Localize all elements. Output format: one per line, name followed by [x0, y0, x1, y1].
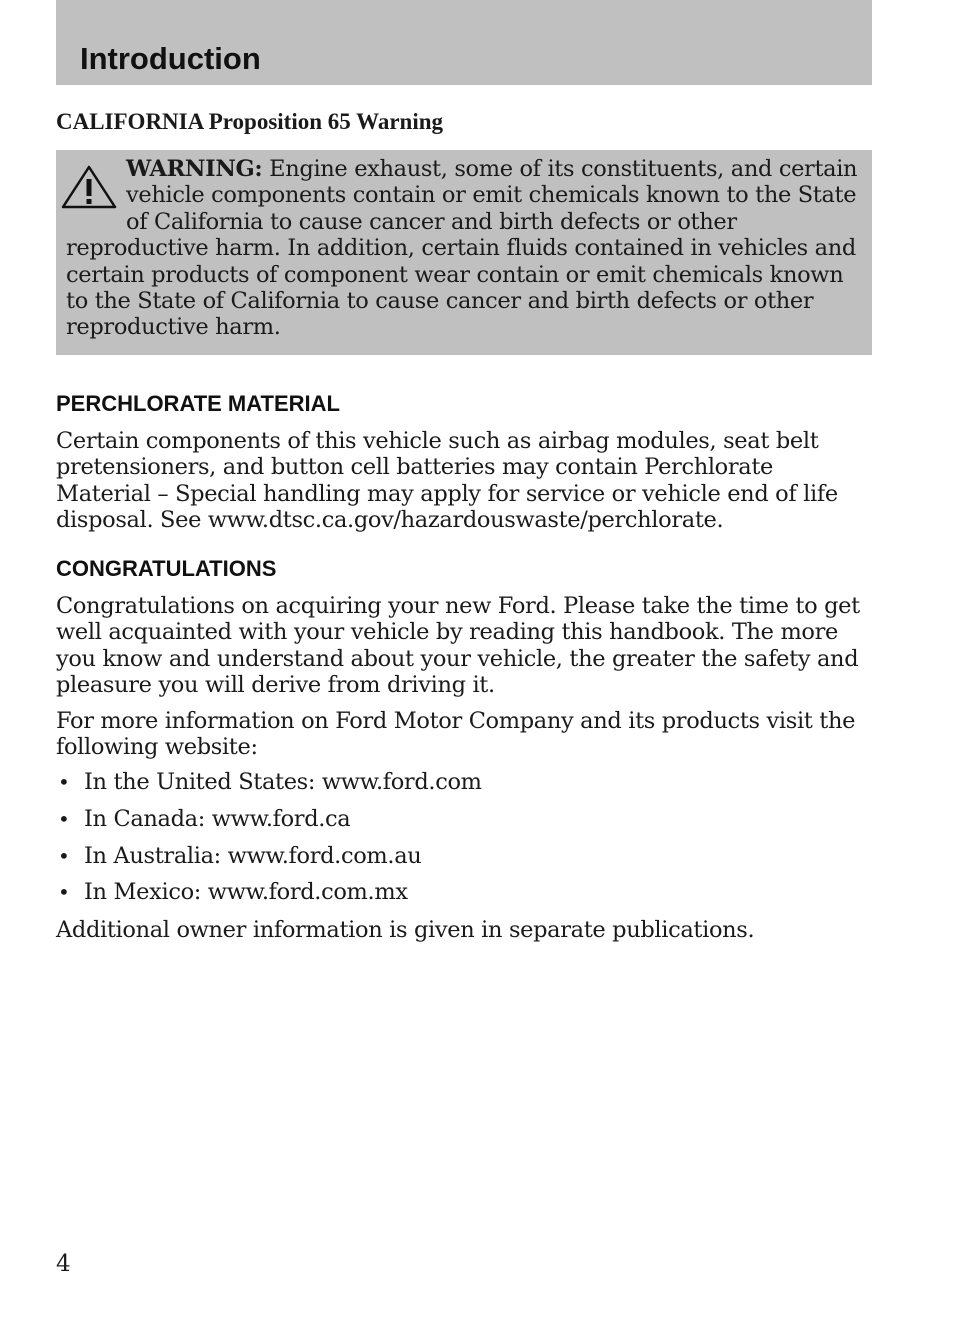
website-australia: In Australia: www.ford.com.au: [84, 842, 422, 869]
congratulations-paragraph: Congratulations on acquiring your new Ford. Please take the time to get well acquainted with your vehicle by reading this handbook. The more you know and understand about your vehicle, the greater the safety and pleasure you will derive from driving it.: [56, 593, 860, 699]
warning-triangle-icon: [60, 164, 118, 210]
list-item: [56, 806, 872, 832]
warning-label: WARNING:: [126, 156, 263, 182]
page-number: 4: [56, 1251, 71, 1277]
page-title: Introduction: [80, 41, 261, 76]
header-band: [56, 0, 872, 85]
website-list: [56, 769, 872, 916]
congratulations-heading: CONGRATULATIONS: [56, 556, 277, 581]
bullet-icon: •: [58, 880, 70, 905]
bullet-icon: •: [58, 770, 70, 794]
list-item: [56, 769, 872, 795]
closing-paragraph: Additional owner information is given in separate publications.: [56, 917, 755, 943]
website-canada: In Canada: www.ford.ca: [84, 805, 351, 832]
website-mexico: In Mexico: www.ford.com.mx: [84, 879, 408, 906]
perchlorate-paragraph: Certain components of this vehicle such as airbag modules, seat belt pretensioners, and button cell batteries may contain Perchlorate Material – Special handling may apply for service or vehicle end of life disposal. See www.dtsc.ca.gov/hazardouswaste/perchlorate.: [56, 428, 838, 534]
website-us: In the United States: www.ford.com: [84, 769, 482, 795]
list-item: [56, 843, 872, 869]
bullet-icon: •: [58, 843, 70, 868]
warning-body-text: Engine exhaust, some of its constituents, and certain vehicle components contain or emit chemicals known to the State of California to cause cancer and birth defects or other reproductive harm. In addition, certain fluids contained in vehicles and certain products of component wear contain or emit chemicals known to the State of California to cause cancer and birth defects or other reproductive harm.: [66, 156, 858, 341]
california-warning-heading: CALIFORNIA Proposition 65 Warning: [56, 109, 444, 134]
warning-paragraph: [66, 156, 862, 341]
warning-box: [56, 150, 872, 355]
list-item: [56, 879, 872, 905]
perchlorate-heading: PERCHLORATE MATERIAL: [56, 391, 340, 416]
bullet-icon: •: [58, 806, 70, 831]
website-intro-paragraph: For more information on Ford Motor Company and its products visit the following website:: [56, 708, 856, 761]
